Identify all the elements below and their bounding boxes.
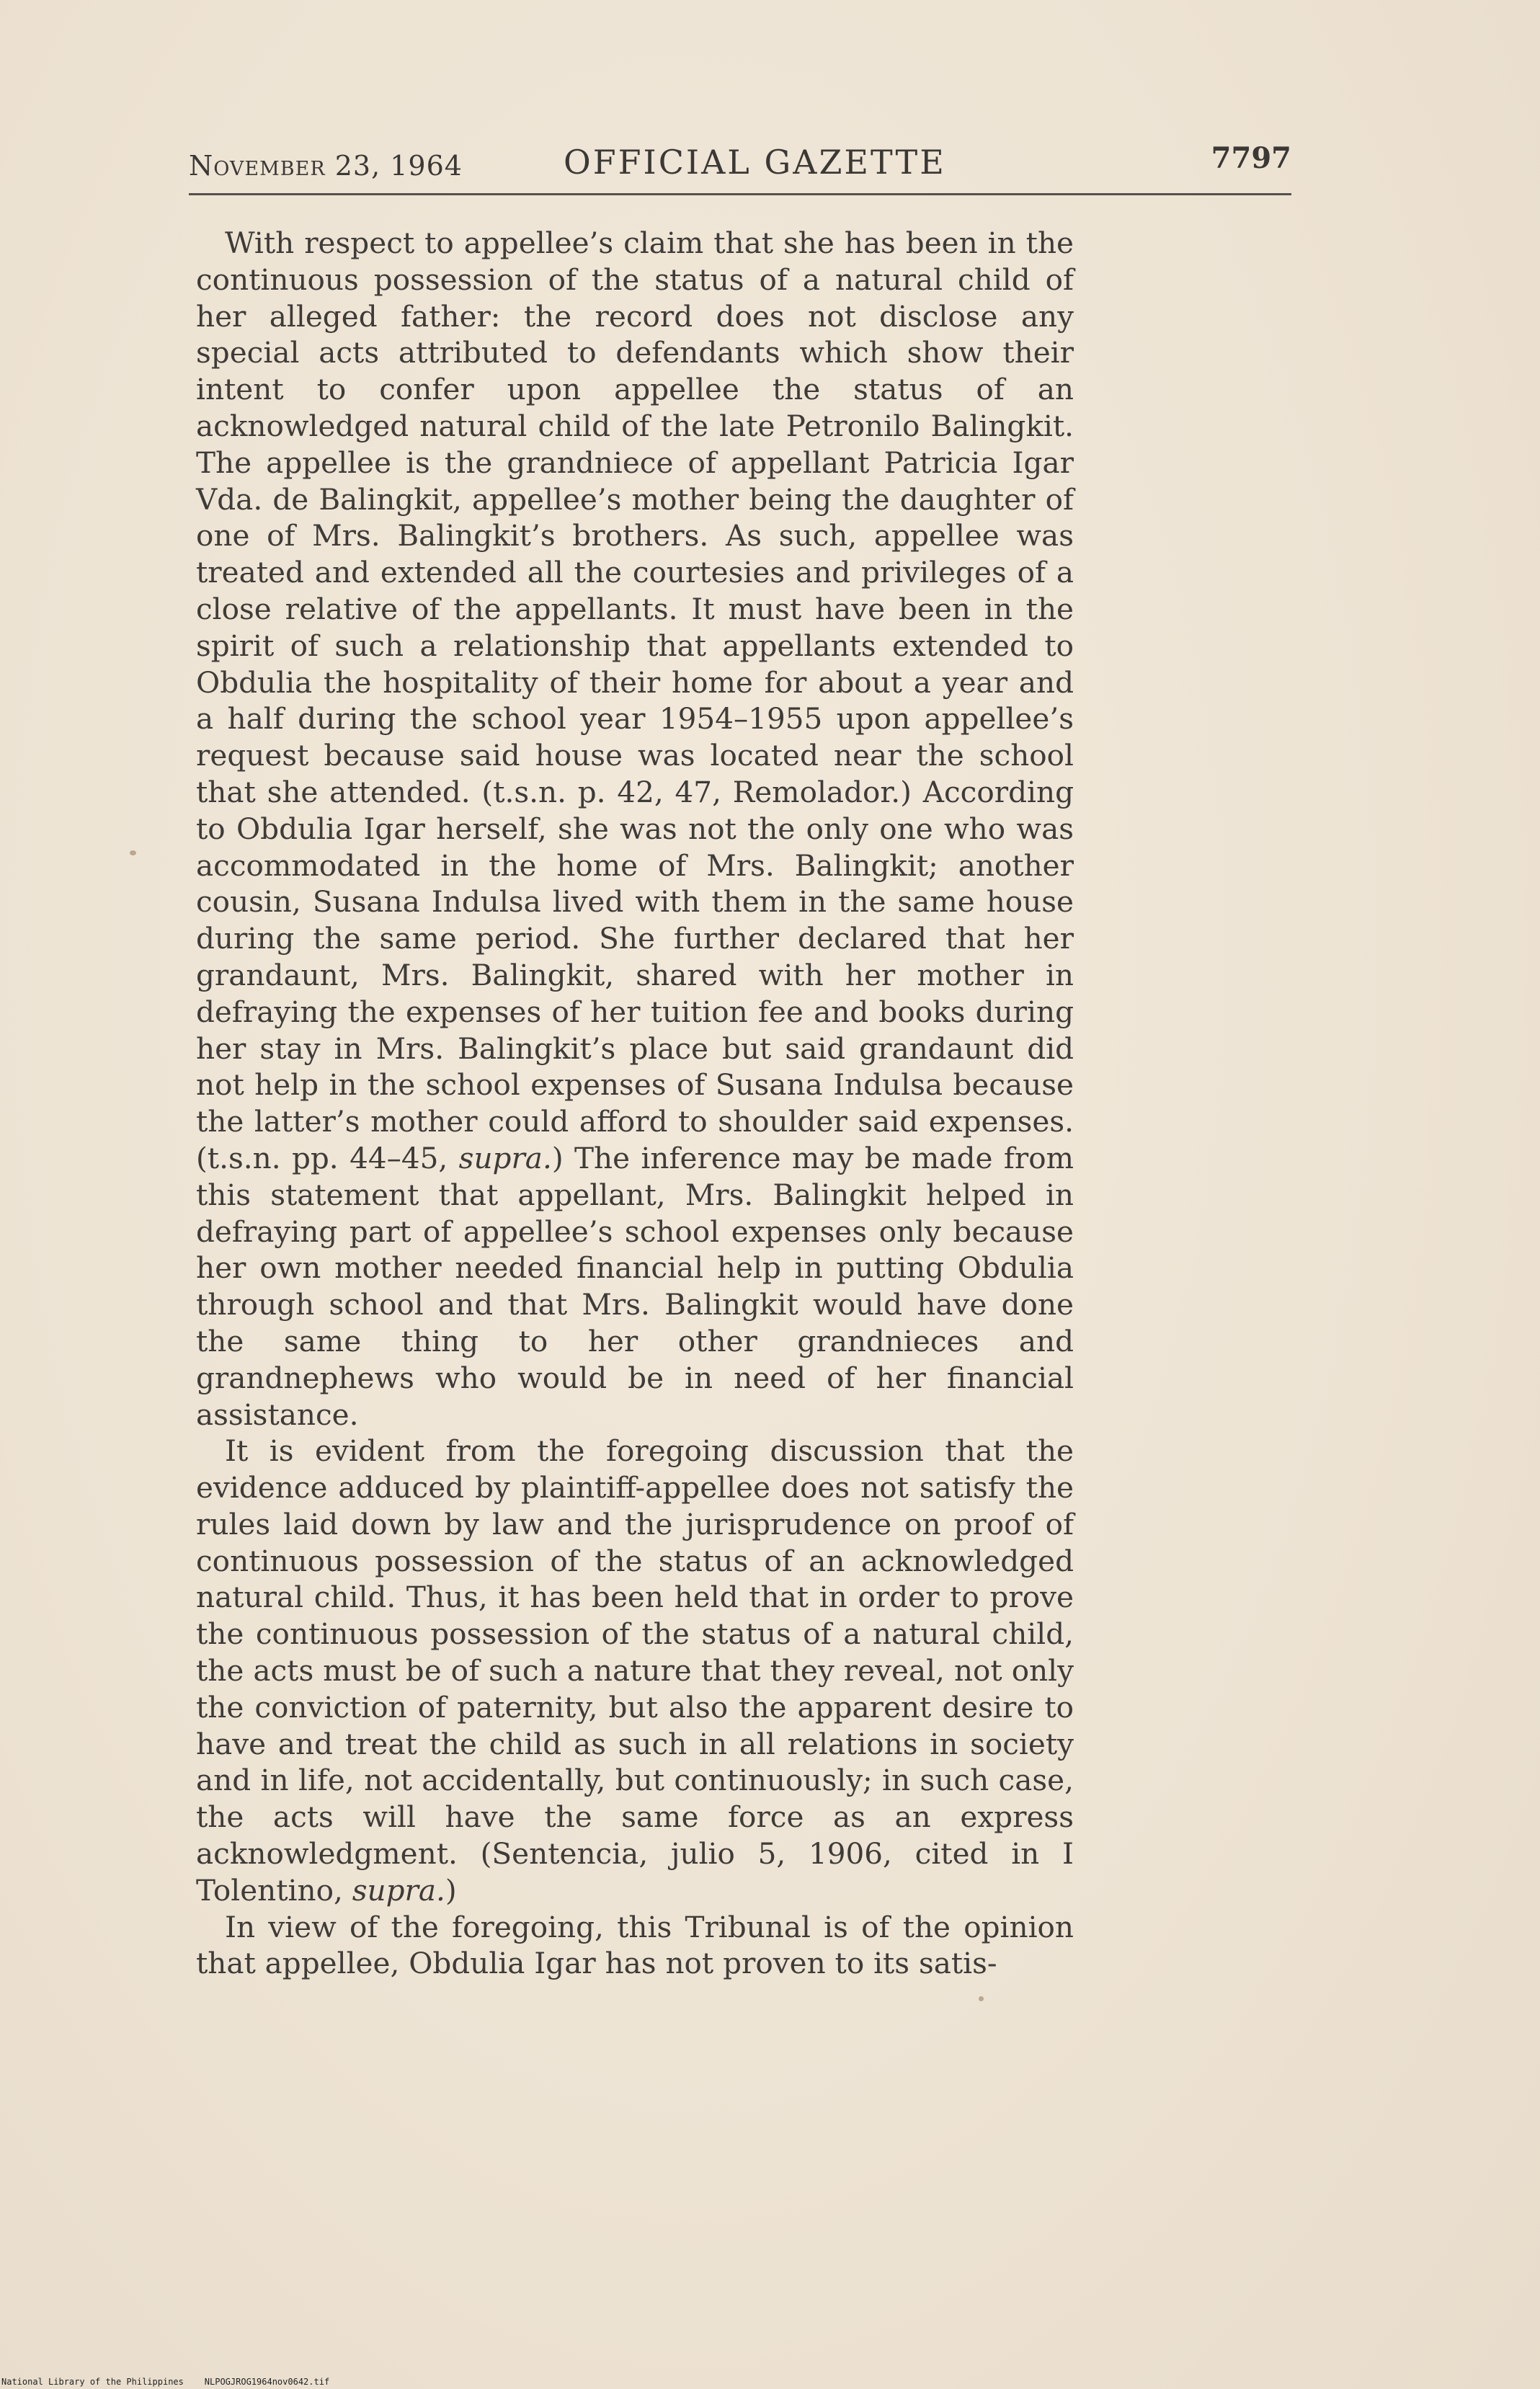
footer-filename: NLPOGJROG1964nov0642.tif: [204, 2377, 330, 2387]
italic-citation: supra.: [352, 1872, 445, 1908]
header-page-number: 7797: [1211, 141, 1291, 175]
italic-citation: supra.: [458, 1140, 552, 1175]
article-body: [196, 225, 1074, 1982]
paragraph-text: ): [445, 1872, 457, 1908]
header-rule: [189, 193, 1291, 195]
paragraph-text: In view of the foregoing, this Tribunal is of the opinion that appellee, Obdulia Igar has not proven to its satis-: [196, 1909, 1074, 1981]
paragraph: [196, 225, 1074, 1433]
header-title: OFFICIAL GAZETTE: [564, 143, 946, 182]
scan-footer: [1, 2377, 329, 2387]
paragraph: [196, 1909, 1074, 1983]
paragraph-text: ) The inference may be made from this statement that appellant, Mrs. Balingkit helped in defraying part of appellee’s school expenses only because her own mother needed financial help in putting Obdulia through school and that Mrs. Balingkit would have done the same thing to her other grandnieces and grandnephews who would be in need of her financial assistance.: [196, 1140, 1074, 1432]
paragraph-text: With respect to appellee’s claim that she has been in the continuous possession of the status of a natural child of her alleged father: the record does not disclose any special acts attributed to defendants which show their intent to confer upon appellee the status of an acknowledged natural child of the late Petronilo Balingkit. The appellee is the grandniece of appellant Patricia Igar Vda. de Balingkit, appellee’s mother being the daughter of one of Mrs. Balingkit’s brothers. As such, appellee was treated and extended all the courtesies and privileges of a close relative of the appellants. It must have been in the spirit of such a relationship that appellants extended to Obdulia the hospitality of their home for about a year and a half during the school year 1954–1955 upon appellee’s request because said house was located near the school that she attended. (t.s.n. p. 42, 47, Remolador.) According to Obdulia Igar herself, she was not the only one who was accommodated in the home of Mrs. Balingkit; another cousin, Susana Indulsa lived with them in the same house during the same period. She further declared that her grandaunt, Mrs. Balingkit, shared with her mother in defraying the expenses of her tuition fee and books during her stay in Mrs. Balingkit’s place but said grandaunt did not help in the school expenses of Susana Indulsa because the latter’s mother could afford to shoulder said expenses. (t.s.n. pp. 44–45,: [196, 226, 1074, 1175]
header-date: November 23, 1964: [189, 150, 463, 182]
paper-blemish: [130, 850, 136, 855]
paragraph-text: It is evident from the foregoing discussion that the evidence adduced by plaintiff-appellee does not satisfy the rules laid down by law and the jurisprudence on proof of continuous possession of the status of an acknowledged natural child. Thus, it has been held that in order to prove the continuous possession of the status of a natural child, the acts must be of such a nature that they reveal, not only the conviction of paternity, but also the apparent desire to have and treat the child as such in all relations in society and in life, not accidentally, but continuously; in such case, the acts will have the same force as an express acknowledgment. (Sentencia, julio 5, 1906, cited in I Tolentino,: [196, 1433, 1074, 1908]
footer-library: National Library of the Philippines: [1, 2377, 184, 2387]
running-header: [189, 141, 1291, 192]
paper-blemish: [979, 1996, 984, 2001]
paragraph: [196, 1433, 1074, 1908]
